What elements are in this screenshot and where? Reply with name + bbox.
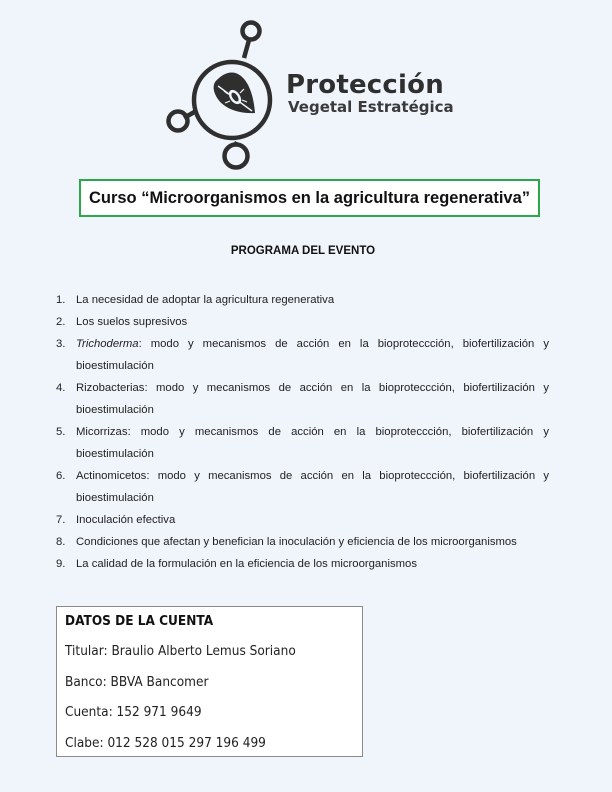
course-title: Curso “Microorganismos en la agricultura regenerativa” — [88, 188, 531, 207]
item-text: La necesidad de adoptar la agricultura regenerativa — [76, 294, 335, 306]
item-number: 4. — [56, 382, 66, 394]
item-number: 6. — [56, 470, 66, 482]
brand-name: Protección — [286, 70, 444, 100]
account-heading: DATOS DE LA CUENTA — [65, 613, 214, 629]
program-item — [56, 465, 549, 509]
item-emphasis: Trichoderma — [76, 338, 139, 350]
course-title-box — [79, 179, 540, 217]
item-number: 2. — [56, 316, 66, 328]
item-text: Los suelos supresivos — [76, 316, 188, 328]
item-text: La calidad de la formulación en la eficiencia de los microorganismos — [76, 558, 417, 570]
program-item — [56, 333, 549, 377]
program-item — [56, 531, 549, 553]
program-item — [56, 289, 549, 311]
logo-mark — [160, 18, 280, 173]
item-text: Rizobacterias: modo y mecanismos de acción en la bioproteccción, biofertilización y bioestimulación — [76, 382, 549, 416]
account-bank: Banco: BBVA Bancomer — [65, 673, 209, 690]
item-text: Actinomicetos: modo y mecanismos de acción en la bioproteccción, biofertilización y bioestimulación — [76, 470, 549, 504]
item-text: Condiciones que afectan y benefician la inoculación y eficiencia de los microorganismos — [76, 536, 517, 548]
program-list — [56, 289, 549, 575]
item-text: Micorrizas: modo y mecanismos de acción en la bioproteccción, biofertilización y bioestimulación — [76, 426, 549, 460]
program-heading: PROGRAMA DEL EVENTO — [230, 245, 376, 257]
program-item — [56, 311, 549, 333]
item-number: 7. — [56, 514, 66, 526]
account-number: Cuenta: 152 971 9649 — [65, 704, 202, 720]
brand-tagline: Vegetal Estratégica — [288, 98, 454, 116]
leaf-with-insect-icon — [214, 72, 255, 113]
program-item — [56, 509, 549, 531]
item-number: 8. — [56, 536, 66, 548]
item-number: 1. — [56, 294, 66, 306]
item-number: 5. — [56, 426, 66, 438]
account-holder: Titular: Braulio Alberto Lemus Soriano — [65, 643, 296, 659]
item-text: Inoculación efectiva — [76, 514, 176, 526]
item-text-container — [76, 333, 549, 377]
program-item — [56, 421, 549, 465]
account-clabe: Clabe: 012 528 015 297 196 499 — [65, 734, 266, 751]
program-item — [56, 377, 549, 421]
item-number: 3. — [56, 338, 66, 350]
item-number: 9. — [56, 558, 66, 570]
account-box — [56, 606, 363, 757]
program-item — [56, 553, 549, 575]
item-text: : modo y mecanismos de acción en la bioproteccción, biofertilización y bioestimulación — [76, 338, 549, 372]
